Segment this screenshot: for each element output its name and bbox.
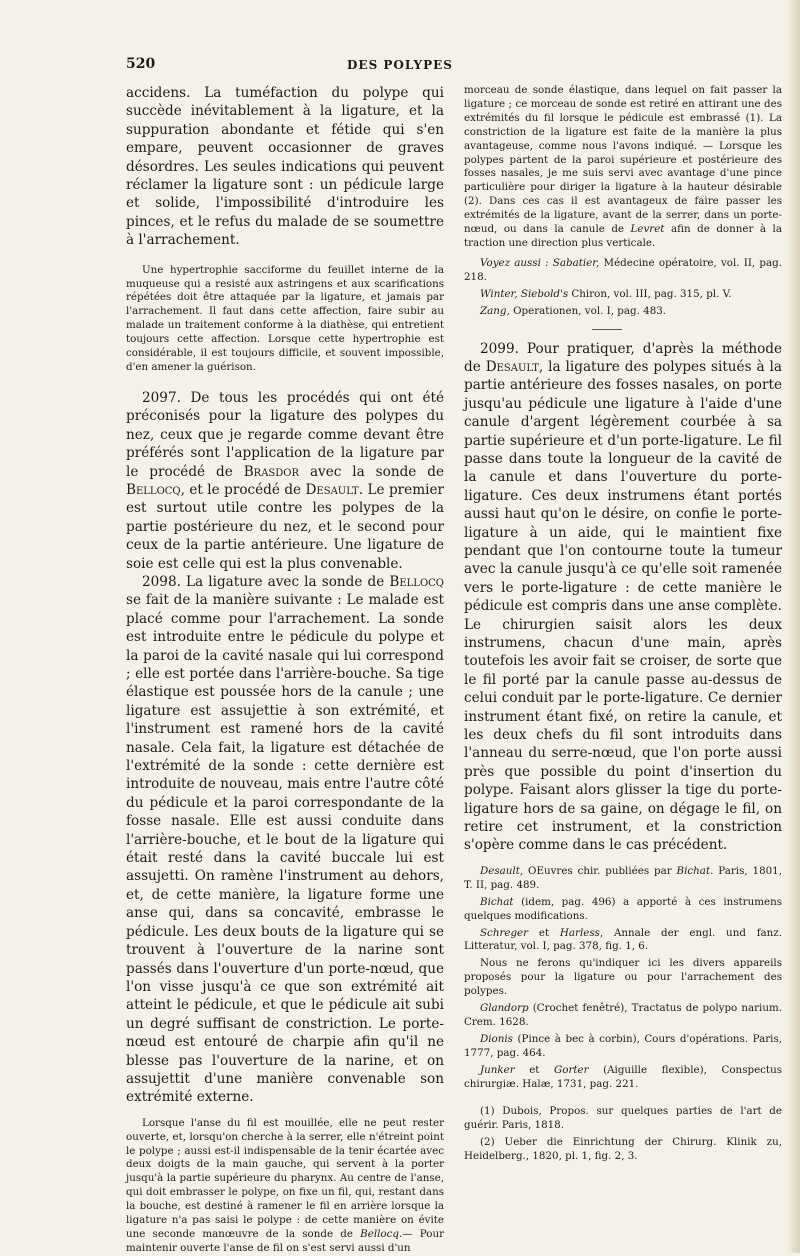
footnote: (1) Dubois, Propos. sur quelques parties de l'art de guérir. Paris, 1818. [464, 1105, 782, 1132]
author-name: Bellocq [360, 1228, 399, 1240]
paragraph-2099: 2099. Pour pratiquer, d'après la méthode de Desault, la ligature des polypes situés à la partie antérieure des fosses nasales, on porte jusqu'au pédicule une ligature à l'aide d'une canule d'argent légèrement courbée à sa partie supérieure et d'un porte-ligature. Le fil passe dans toute la longueur de la cavité de la canule et dans l'ouverture du porte-ligature. Ces deux instrumens étant portés aussi haut qu'on le désire, on confie le porte-ligature à un aide, qui le maintient fixe pendant que l'on contourne toute la tumeur avec la canule jusqu'à ce qu'elle soit ramenée vers le porte-ligature : de cette manière le pédicule est compris dans une anse complète. Le chirurgien saisit alors les deux instrumens, chacun d'une main, après toutefois les avoir fait se croiser, de sorte que le fil porté par la canule passe au-dessus de celui conduit par le porte-ligature. Ce dernier instrument étant fixé, on retire la canule, et les deux chefs du fil sont introduits dans l'anneau du serre-nœud, que l'on porte aussi près que possible du point d'insertion du polype. Faisant alors glisser la tige du porte-ligature hors de sa gaine, on dégage le fil, on retire cet instrument, et la constriction s'opère comme dans le cas précédent. [464, 340, 783, 854]
author-name: Bellocq [126, 481, 181, 498]
paragraph-2098: 2098. La ligature avec la sonde de Bellocq se fait de la manière suivante : Le malade est placé comme pour l'arrachement. La sonde est introduite entre le pédicule du polype et la paroi de la cavité nasale qui lui correspond ; elle est portée dans l'arrière-bouche. Sa tige élastique est poussée hors de la canule ; une ligature est assujettie à son extrémité, et l'instrument est ramené hors de la cavité nasale. Cela fait, la ligature est détachée de l'extrémité de la sonde : cette dernière est introduite de nouveau, mais entre l'autre côté du pédicule et la paroi correspondante de la fosse nasale. Elle est aussi conduite dans l'arrière-bouche, et le bout de la ligature qui était resté dans la cavité buccale lui est assujetti. On ramène l'instrument au dehors, et, de cette manière, la ligature forme une anse qui, dans sa concavité, embrasse le pédicule. Les deux bouts de la ligature qui se trouvent à l'ouverture de la narine sont passés dans l'ouverture d'un porte-nœud, que l'on visse jusqu'à ce que son extrémité ait atteint le pédicule, et que le pédicule ait subi un degré suffisant de constriction. Le porte-nœud est entouré de charpie afin qu'il ne blesse pas l'ouverture de la narine, et on assujettit d'une manière convenable son extrémité externe. [126, 573, 444, 1106]
left-column [126, 84, 444, 1256]
bibliography-entry: Nous ne ferons qu'indiquer ici les divers appareils proposés pour la ligature ou pour l'arrachement des polypes. [464, 957, 782, 998]
reference: Zang, Operationen, vol. I, pag. 483. [480, 304, 667, 317]
section-divider [592, 329, 622, 330]
note-hypertrophie: Une hypertrophie sacciforme du feuillet interne de la muqueuse qui a resisté aux astringens et aux scarifications répétées doit être attaquée par la ligature, et jamais par l'arrachement. Il faut dans cette affection, faire subir au malade un traitement conforme à la diathèse, qui entretient toujours cette affection. Lorsque cette hypertrophie est considérable, il est toujours difficile, et souvent impossible, d'en amener la guérison. [126, 263, 444, 373]
footnote: (2) Ueber die Einrichtung der Chirurg. Klinik zu, Heidelberg., 1820, pl. 1, fig. 2, 3. [464, 1136, 782, 1163]
page-number: 520 [126, 56, 156, 72]
running-title: DES POLYPES [347, 58, 453, 72]
note-anse: Lorsque l'anse du fil est mouillée, elle ne peut rester ouverte, et, lorsqu'on cherche à la serrer, elle n'étreint point le polype ; aussi est-il indispensable de la tenir écartée avec deux doigts de la main gauche, qui servent à la porter jusqu'à la partie supérieure du pharynx. Au centre de l'anse, qui doit embrasser le polype, on fixe un fil, qui, restant dans la bouche, est destiné à ramener le fil en arrière lorsque la ligature n'a pas saisi le polype : de cette manière on évite une seconde manœuvre de la sonde de Bellocq.— Pour maintenir ouverte l'anse de fil on s'est servi aussi d'un [126, 1116, 444, 1254]
footnote-ref: (1) [745, 111, 761, 124]
author-name: Desault [485, 358, 539, 375]
author-name: Bellocq [389, 573, 444, 590]
paragraph-intro: accidens. La tuméfaction du polype qui succède inévitablement à la ligature, et la suppuration abondante et fétide qui s'en empare, peuvent occasionner de graves désordres. Les seules indications qui peuvent réclamer la ligature sont : un pédicule large et solide, l'impossibilité d'introduire les pinces, et le refus du malade de se soumettre à l'arrachement. [126, 85, 444, 249]
page-edge [786, 0, 800, 1253]
author-name: Desault [305, 481, 359, 498]
page-header [0, 56, 800, 76]
paragraph-number: 2099. [480, 340, 519, 357]
right-column [464, 84, 782, 1164]
bibliography-entry: Desault, OEuvres chir. publiées par Bichat. Paris, 1801, T. II, pag. 489. [464, 864, 782, 891]
note-continuation: morceau de sonde élastique, dans lequel on fait passer la ligature ; ce morceau de sonde est retiré en attirant une des extrémités du fil lorsque le pédicule est embrassé (1). La constriction de la ligature est faite de la manière la plus avantageuse, comme nous l'avons indiqué. — Lorsque les polypes partent de la paroi supérieure et postérieure des fosses nasales, je me suis servi avec avantage d'une pince particulière pour diriger la ligature à la hauteur désirable (2). Dans ces cas il est avantageux de faire passer les extrémités de la ligature, avant de la serrer, dans un porte-nœud, ou dans la canule de Levret afin de donner à la traction une direction plus verticale. [464, 84, 783, 249]
paragraph-number: 2098. [142, 573, 181, 590]
author-name: Brasdor [243, 463, 300, 480]
paragraph-number: 2097. [142, 389, 181, 406]
reference: Winter, Siebold's Chiron, vol. III, pag. 315, pl. V. [480, 287, 732, 300]
bibliography-entry: Glandorp (Crochet fenêtré), Tractatus de polypo narium. Crem. 1628. [464, 1002, 782, 1028]
bibliography-entry: Schreger et Harless, Annale der engl. und fanz. Litteratur, vol. I, pag. 378, fig. 1, 6. [464, 926, 782, 953]
footnote-ref: (2) [464, 195, 479, 208]
bibliography-entry: Dionis (Pince à bec à corbin), Cours d'opérations. Paris, 1777, pag. 464. [464, 1032, 783, 1059]
reference: Voyez aussi : Sabatier, Médecine opératoire, vol. II, pag. 218. [464, 256, 782, 283]
bibliography-entry: Bichat (idem, pag. 496) a apporté à ces instrumens quelques modifications. [464, 895, 782, 922]
author-name: Levret [630, 223, 665, 236]
bibliography-entry: Junker et Gorter (Aiguille flexible), Conspectus chirurgiæ. Halæ, 1731, pag. 221. [464, 1063, 782, 1090]
paragraph-2097: 2097. De tous les procédés qui ont été préconisés pour la ligature des polypes du nez, ceux que je regarde comme devant être préférés sont l'application de la ligature par le procédé de Brasdor avec la sonde de Bellocq, et le procédé de Desault. Le premier est surtout utile contre les polypes de la partie postérieure du nez, et le second pour ceux de la partie antérieure. Une ligature de soie est celle qui est la plus convenable. [126, 389, 445, 572]
